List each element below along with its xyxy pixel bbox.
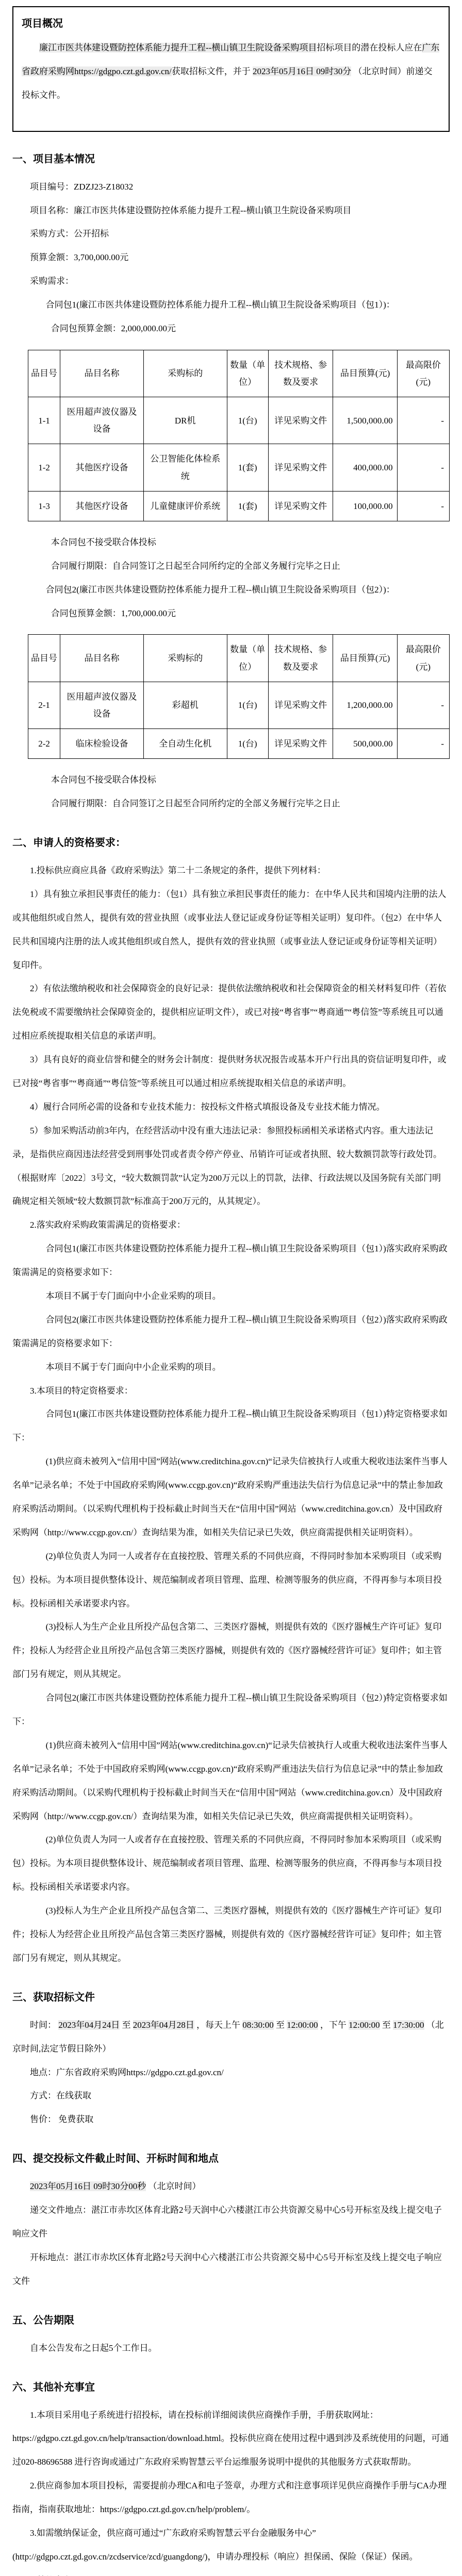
obtain-method: 方式：在线获取 bbox=[30, 2091, 91, 2101]
qualification-item-4: 4）履行合同所必需的设备和专业技术能力：按投标文件格式填报设备及专业技术能力情况。 bbox=[30, 1101, 385, 1112]
specific-package1-item-1: (1)供应商未被列入“信用中国”网站(www.creditchina.gov.cn)“记录失信被执行人或重大税收违法案件当事人名单”记录名单；不处于中国政府采购网(www.ccgp.gov.cn)“政府采购严重违法失信行为信息记录”中的禁止参加政府采购活动期间。（以采购代理机构于投标截止时间当天在“信用中国”网站（www.creditchina.gov.cn）及中国政府采购网（http://www.ccgp.gov.cn/）查询结果为准，如相关失信记录已失效，供应商需提供相关证明资料）。 bbox=[12, 1456, 448, 1537]
highlighted-text: 2023年05月16日 09时30分 bbox=[252, 66, 352, 76]
table-cell: 1,500,000.00 bbox=[333, 397, 397, 444]
table-cell: 详见采购文件 bbox=[268, 397, 333, 444]
text-segment: 至 bbox=[273, 2020, 287, 2030]
text-segment: 获取招标文件，并于 bbox=[171, 66, 253, 76]
table-header-row bbox=[28, 350, 450, 397]
package1-heading: 合同包1(廉江市医共体建设暨防控体系能力提升工程--横山镇卫生院设备采购项目（包1）)： bbox=[45, 300, 395, 310]
table-cell: 详见采购文件 bbox=[268, 444, 333, 491]
text-segment: 时间： bbox=[30, 2020, 59, 2030]
table-cell: 1(台) bbox=[227, 682, 268, 728]
specific-requirement-heading: 3.本项目的特定资格要求： bbox=[30, 1385, 133, 1396]
table-cell: 其他医疗设备 bbox=[60, 444, 144, 491]
table-cell: 1-1 bbox=[28, 397, 60, 444]
section-supplementary bbox=[12, 2379, 450, 2576]
table-cell: 详见采购文件 bbox=[268, 491, 333, 521]
package2-budget: 合同包预算金额：1,700,000.00元 bbox=[51, 608, 176, 618]
table-row bbox=[28, 729, 450, 759]
policy-package1-note: 本项目不属于专门面向中小企业采购的项目。 bbox=[45, 1291, 221, 1301]
table-cell: 500,000.00 bbox=[333, 729, 397, 759]
specific-package2-item-1: (1)供应商未被列入“信用中国”网站(www.creditchina.gov.cn)“记录失信被执行人或重大税收违法案件当事人名单”记录名单；不处于中国政府采购网(www.ccgp.gov.cn)“政府采购严重违法失信行为信息记录”中的禁止参加政府采购活动期间。（以采购代理机构于投标截止时间当天在“信用中国”网站（www.creditchina.gov.cn）及中国政府采购网（http://www.ccgp.gov.cn/）查询结果为准，如相关失信记录已失效，供应商需提供相关证明资料）。 bbox=[12, 1740, 448, 1821]
table-cell: 1(台) bbox=[227, 729, 268, 759]
table-cell: 1(套) bbox=[227, 444, 268, 491]
table-cell: 临床检验设备 bbox=[60, 729, 144, 759]
qualification-intro: 1.投标供应商应具备《政府采购法》第二十二条规定的条件，提供下列材料： bbox=[30, 865, 326, 875]
section-bid-deadline bbox=[12, 2150, 450, 2293]
table-header-cell: 最高限价(元) bbox=[397, 350, 449, 397]
table-cell: 400,000.00 bbox=[333, 444, 397, 491]
table-header-cell: 技术规格、参数及要求 bbox=[268, 635, 333, 682]
bid-deadline-time bbox=[12, 2175, 450, 2198]
overview-heading: 项目概况 bbox=[22, 18, 63, 29]
package2-contract-term: 合同履行期限：自合同签订之日起至合同所约定的全部义务履行完毕之日止 bbox=[51, 799, 340, 809]
table-cell: 儿童健康评价系统 bbox=[143, 491, 227, 521]
table-header-cell: 品目号 bbox=[28, 635, 60, 682]
text-segment: （北京时间,法定节假日除外） bbox=[12, 2020, 444, 2054]
table-cell: 1(套) bbox=[227, 491, 268, 521]
highlighted-text: 廉江市医共体建设暨防控体系能力提升工程--横山镇卫生院设备采购项目 bbox=[39, 43, 317, 53]
bid-submit-place: 递交文件地点：湛江市赤坎区体育北路2号天润中心六楼湛江市公共资源交易中心5号开标室及线上提交电子响应文件 bbox=[12, 2205, 442, 2239]
supplementary-item-1: 1.本项目采用电子系统进行招投标，请在投标前详细阅读供应商操作手册，手册获取网址：https://gdgpo.czt.gd.gov.cn/help/transaction/download.html。投标供应商在使用过程中遇到涉及系统使用的问题，可通过020-88696588 进行咨询或通过广东政府采购智慧云平台运维服务说明中提供的其他服务方式获取帮助。 bbox=[12, 2410, 449, 2467]
text-segment: （北京时间）前递交投标文件。 bbox=[22, 66, 433, 100]
specific-package1-item-2: (2)单位负责人为同一人或者存在直接控股、管理关系的不同供应商，不得同时参加本采购项目（或采购包）投标。为本项目提供整体设计、规范编制或者项目管理、监理、检测等服务的供应商，不得再参与本项目投标。投标函相关承诺要求内容。 bbox=[12, 1551, 442, 1608]
section-obtain-documents bbox=[12, 1989, 450, 2131]
highlighted-text: 2023年04月24日 bbox=[58, 2020, 120, 2030]
section-bid-deadline-title: 四、提交投标文件截止时间、开标时间和地点 bbox=[12, 2153, 219, 2165]
section-basic-info bbox=[12, 150, 450, 816]
budget-amount: 预算金额：3,700,000.00元 bbox=[30, 252, 129, 263]
table-cell: 1(台) bbox=[227, 397, 268, 444]
supplementary-item-3: 3.如需缴纳保证金，供应商可通过“广东政府采购智慧云平台金融服务中心”(http://gdgpo.czt.gd.gov.cn/zcdservice/zcd/guangdong/)，申请办理投标（响应）担保函、保险（保证）保函。 bbox=[12, 2528, 418, 2562]
highlighted-text: 17:30:00 bbox=[393, 2020, 424, 2030]
highlighted-text: 12:00:00 bbox=[287, 2020, 318, 2030]
table-header-cell: 数量（单位） bbox=[227, 635, 268, 682]
package2-heading: 合同包2(廉江市医共体建设暨防控体系能力提升工程--横山镇卫生院设备采购项目（包2）)： bbox=[45, 584, 395, 595]
table-header-cell: 品目预算(元) bbox=[333, 635, 397, 682]
table-cell: 医用超声波仪器及设备 bbox=[60, 397, 144, 444]
table-cell: 详见采购文件 bbox=[268, 729, 333, 759]
procurement-demand-label: 采购需求： bbox=[30, 276, 74, 286]
text-segment: ，下午 bbox=[318, 2020, 349, 2030]
table-header-cell: 采购标的 bbox=[143, 350, 227, 397]
table-cell: DR机 bbox=[143, 397, 227, 444]
text-segment: 至 bbox=[380, 2020, 393, 2030]
table-row bbox=[28, 491, 450, 521]
text-segment: （北京时间） bbox=[146, 2181, 201, 2192]
highlighted-text: 2023年04月28日 bbox=[133, 2020, 194, 2030]
announcement-period-text: 自本公告发布之日起5个工作日。 bbox=[30, 2343, 157, 2353]
table-cell: 1,200,000.00 bbox=[333, 682, 397, 728]
qualification-item-5: 5）参加采购活动前3年内，在经营活动中没有重大违法记录：参照投标函相关承诺格式内容。重大违法记录，是指供应商因违法经营受到刑事处罚或者责令停产停业、吊销许可证或者执照、较大数额罚款等行政处罚。（根据财库〔2022〕3号文，“较大数额罚款”认定为200万元以上的罚款，法律、行政法规以及国务院有关部门明确规定相关领域“较大数额罚款”标准高于200万元的，从其规定）。 bbox=[12, 1125, 442, 1207]
table-cell: - bbox=[397, 397, 449, 444]
obtain-time bbox=[12, 2013, 450, 2061]
table-cell: 公卫智能化体检系统 bbox=[143, 444, 227, 491]
section-supplementary-title: 六、其他补充事宜 bbox=[12, 2381, 95, 2393]
table-cell: 2-2 bbox=[28, 729, 60, 759]
package2-joint-bid-note: 本合同包不接受联合体投标 bbox=[51, 775, 156, 785]
table-header-cell: 数量（单位） bbox=[227, 350, 268, 397]
supplementary-item-2: 2.供应商参加本项目投标，需要提前办理CA和电子签章，办理方式和注意事项详见供应商操作手册与CA办理指南，指南获取地址：https://gdgpo.czt.gd.gov.cn/help/problem/。 bbox=[12, 2481, 447, 2515]
project-name: 项目名称：廉江市医共体建设暨防控体系能力提升工程--横山镇卫生院设备采购项目 bbox=[30, 205, 352, 215]
table-header-cell: 品目名称 bbox=[60, 350, 144, 397]
package1-items-table bbox=[28, 350, 450, 521]
project-number: 项目编号：ZDZJ23-Z18032 bbox=[30, 181, 134, 192]
section-announcement-period-title: 五、公告期限 bbox=[12, 2314, 74, 2326]
table-header-cell: 最高限价(元) bbox=[397, 635, 449, 682]
specific-package1-heading: 合同包1(廉江市医共体建设暨防控体系能力提升工程--横山镇卫生院设备采购项目（包1）)特定资格要求如下： bbox=[12, 1409, 448, 1443]
table-row bbox=[28, 444, 450, 491]
specific-package2-item-2: (2)单位负责人为同一人或者存在直接控股、管理关系的不同供应商，不得同时参加本采购项目（或采购包）投标。为本项目提供整体设计、规范编制或者项目管理、监理、检测等服务的供应商，不得再参与本项目投标。投标函相关承诺要求内容。 bbox=[12, 1835, 442, 1892]
table-cell: 2-1 bbox=[28, 682, 60, 728]
package2-items-table bbox=[28, 634, 450, 759]
policy-package1: 合同包1(廉江市医共体建设暨防控体系能力提升工程--横山镇卫生院设备采购项目（包1）)落实政府采购政策需满足的资格要求如下： bbox=[12, 1244, 448, 1278]
highlighted-text: 2023年05月16日 09时30分00秒 bbox=[30, 2181, 146, 2192]
table-header-cell: 品目号 bbox=[28, 350, 60, 397]
table-cell: 1-2 bbox=[28, 444, 60, 491]
supplementary-item-4 bbox=[12, 2569, 450, 2576]
table-header-cell: 技术规格、参数及要求 bbox=[268, 350, 333, 397]
text-segment: 至 bbox=[120, 2020, 133, 2030]
specific-package1-item-3: (3)投标人为生产企业且所投产品包含第二、三类医疗器械，则提供有效的《医疗器械生产许可证》复印件；投标人为经营企业且所投产品包含第三类医疗器械，则提供有效的《医疗器械经营许可证》复印件；如主管部门另有规定，则从其规定。 bbox=[12, 1622, 442, 1680]
highlighted-text: 12:00:00 bbox=[349, 2020, 380, 2030]
specific-package2-item-3: (3)投标人为生产企业且所投产品包含第二、三类医疗器械，则提供有效的《医疗器械生产许可证》复印件；投标人为经营企业且所投产品包含第三类医疗器械，则提供有效的《医疗器械经营许可证》复印件；如主管部门另有规定，则从其规定。 bbox=[12, 1906, 442, 1963]
table-cell: 彩超机 bbox=[143, 682, 227, 728]
table-cell: 详见采购文件 bbox=[268, 682, 333, 728]
qualification-item-1: 1）具有独立承担民事责任的能力：（包1）具有独立承担民事责任的能力：在中华人民共和国境内注册的法人或其他组织或自然人，提供有效的营业执照（或事业法人登记证或身份证等相关证明）复印件。（包2）在中华人民共和国境内注册的法人或其他组织或自然人，提供有效的营业执照（或事业法人登记证或身份证等相关证明）复印件。 bbox=[12, 889, 447, 970]
table-header-cell: 品目名称 bbox=[60, 635, 144, 682]
table-row bbox=[28, 682, 450, 728]
obtain-price: 售价： 免费获取 bbox=[30, 2114, 94, 2125]
highlighted-text: 08:30:00 bbox=[242, 2020, 274, 2030]
highlighted-text: 广东省政府采购网https://gdgpo.czt.gd.gov.cn/ bbox=[22, 43, 440, 76]
table-cell: - bbox=[397, 491, 449, 521]
obtain-place: 地点：广东省政府采购网https://gdgpo.czt.gd.gov.cn/ bbox=[30, 2067, 224, 2077]
package1-contract-term: 合同履行期限：自合同签订之日起至合同所约定的全部义务履行完毕之日止 bbox=[51, 561, 340, 571]
table-cell: - bbox=[397, 729, 449, 759]
table-cell: 1-3 bbox=[28, 491, 60, 521]
section-basic-info-title: 一、项目基本情况 bbox=[12, 153, 95, 165]
project-overview-box bbox=[12, 6, 450, 132]
package1-joint-bid-note: 本合同包不接受联合体投标 bbox=[51, 537, 156, 547]
section-qualification bbox=[12, 834, 450, 1970]
table-cell: 医用超声波仪器及设备 bbox=[60, 682, 144, 728]
procurement-method: 采购方式：公开招标 bbox=[30, 229, 109, 239]
table-header-cell: 品目预算(元) bbox=[333, 350, 397, 397]
section-announcement-period bbox=[12, 2312, 450, 2360]
bid-open-place: 开标地点：湛江市赤坎区体育北路2号天润中心六楼湛江市公共资源交易中心5号开标室及线上提交电子响应文件 bbox=[12, 2252, 442, 2286]
package1-budget: 合同包预算金额：2,000,000.00元 bbox=[51, 324, 176, 334]
table-cell: 100,000.00 bbox=[333, 491, 397, 521]
overview-paragraph bbox=[22, 36, 440, 107]
qualification-item-2: 2）有依法缴纳税收和社会保障资金的良好记录：提供依法缴纳税收和社会保障资金的相关材料复印件（若依法免税或不需要缴纳社会保障资金的，提供相应证明文件），或已对接“粤省事”“粤商通”“粤信签”等系统且可以通过相应系统提取相关信息的承诺声明。 bbox=[12, 984, 447, 1041]
policy-requirement-heading: 2.落实政府采购政策需满足的资格要求： bbox=[30, 1220, 186, 1230]
section-qualification-title: 二、申请人的资格要求： bbox=[12, 837, 126, 849]
table-cell: - bbox=[397, 444, 449, 491]
table-row bbox=[28, 397, 450, 444]
qualification-item-3: 3）具有良好的商业信誉和健全的财务会计制度：提供财务状况报告或基本开户行出具的资信证明复印件，或已对接“粤省事”“粤商通”“粤信签”等系统且可以通过相应系统提取相关信息的承诺声明。 bbox=[12, 1055, 447, 1088]
table-cell: 其他医疗设备 bbox=[60, 491, 144, 521]
table-cell: - bbox=[397, 682, 449, 728]
section-obtain-documents-title: 三、获取招标文件 bbox=[12, 1991, 95, 2003]
text-segment: 招标项目的潜在投标人应在 bbox=[317, 43, 422, 53]
table-header-row bbox=[28, 635, 450, 682]
specific-package2-heading: 合同包2(廉江市医共体建设暨防控体系能力提升工程--横山镇卫生院设备采购项目（包2）)特定资格要求如下： bbox=[12, 1693, 448, 1726]
policy-package2-note: 本项目不属于专门面向中小企业采购的项目。 bbox=[45, 1362, 221, 1372]
text-segment: ，每天上午 bbox=[194, 2020, 243, 2030]
table-header-cell: 采购标的 bbox=[143, 635, 227, 682]
policy-package2: 合同包2(廉江市医共体建设暨防控体系能力提升工程--横山镇卫生院设备采购项目（包2）)落实政府采购政策需满足的资格要求如下： bbox=[12, 1314, 448, 1348]
table-cell: 全自动生化机 bbox=[143, 729, 227, 759]
